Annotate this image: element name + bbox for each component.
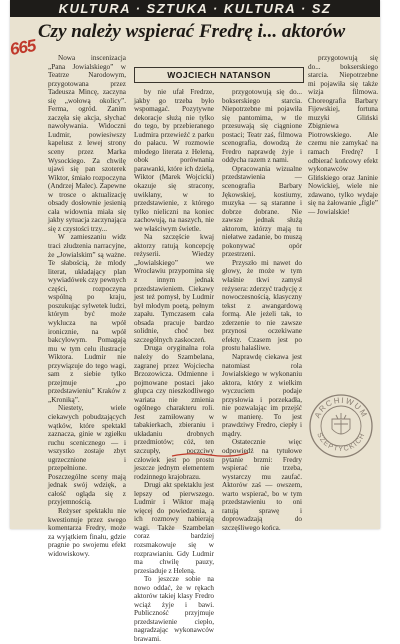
paragraph: przygotowują się do... bokserskiego starcia. Niepotrzebne mi pojawiła się także wizja filmowa. Choreografia Barbary Fijewskiej, fortuna muzyki Gliński Zbigniewa Piotrowskiego. Ale czemu nie zamykać na ramach Fredrę? I odbierać końcowy efekt wykonawców Glińskiego oraz Janinie Nowickiej, wiele nie zdawano, tylko wydaje się na żałowanie „figle” — Jowialskie! — [308, 54, 378, 216]
paragraph: Opracowania wizualne przedstawienia — scenografia Barbary Jękowskiej, kostiumy, muzyka — są staranne i dobrze dobrane. Nie zawsze jednak służą aktorom, którzy mają tu niełatwe zadanie, bo muszą pokonywać opór przestrzeni. — [222, 164, 302, 259]
paragraph: Na szczęście kwaj aktorzy ratują koncepcję reżyserii. Wiedzy „Jowialskiego” we Wrocławiu przypomina się z innym jednak przedstawieniem. Ciekawy jest też pomysł, by Ludmir był młodym poetą, pełnym zapału. Tymczasem cała obsada pracuje bardzo solidnie, choć bez szczególnych zaskoczeń. — [134, 233, 214, 344]
article-column-1 — [48, 54, 126, 558]
article-column-4 — [308, 54, 378, 216]
paragraph: Drugi akt spektaklu jest lepszy od pierwszego. Ludmir i Wiktor mają więcej do powiedzenia, a ich rozmowy nabierają wagi. Także Szambelan coraz bardziej rozsmakowuje się w rozprawianiu. Gdy Ludmir ma chwilę pauzy, przesiaduje z Heleną. — [134, 481, 214, 575]
svg-text:ARCHIWUM: ARCHIWUM — [312, 395, 370, 420]
section-banner: KULTURA · SZTUKA · KULTURA · SZ — [10, 0, 380, 17]
paragraph: W zamieszaniu widz traci złudzenia narracyjne, że „Jowialskim” są ważne. Te słabością, że mlody literat, układający plan wywiadówek czy pewnych części, rozpoczyna wspólną po kraju, poszukując sylwetek ludzi, którym być może wyklucza na wpół ironicznie, na wpół bakcylowym. Pomagają mu w tym celu ilustracje Wiktora. Ludmir nie przywiązuje do tego wagi, sam z siebie tylko przejmuje „po przedstawieniu” Kraków z „Kroniką”. — [48, 233, 126, 404]
paragraph: przygotowują się do... bokserskiego starcia. Niepotrzebne mi pojawiła się pantomima, w tle przesuwają się ciągnione postaci; Teatr zaś, filmowa scenografia, dowodzą że Fredro naprawdę żyje i oddycha razem z nami. — [222, 88, 302, 165]
pen-underline-mark — [170, 446, 250, 462]
article-headline: Czy należy wspierać Fredrę i... aktorów — [38, 21, 346, 42]
paragraph: by nie ufał Fredrze, jakby go trzeba było wspomagać. Pozytywne dekoracje służą nie tylko do tego, by przebieranego Ludmira przewieźć z parku do pałacu. W rozmowie młodego literata z Heleną, obok porównania parawanki, które ich dzielą, Wiktor (Marek Wojcicki) okazuje się stracony, uwikłany, w to przedstawienie, z którego tylko nieliczni na koniec zachowują, na naszych, nie we właściwym świetle. — [134, 88, 214, 233]
paragraph: Reżyser spektaklu nie kwestionuje przez swego komentarza Fredry, może za wyjątkiem finału, gdzie pragnie po swojemu efekt widowiskowy. — [48, 506, 126, 558]
paragraph: Przyszło mi nawet do głowy, że może w tym właśnie tkwi zamysł reżysera: zderzyć tradycję z nowoczesnością, klasyczny tekst z awangardową formą. Ale jeżeli tak, to zderzenie to nie zawsze przynosi oczekiwane efekty. Czasem jest po prostu hałaśliwe. — [222, 258, 303, 353]
paragraph: Ostatecznie więc odpowiedź na tytułowe pytanie brzmi: Fredry wspierać nie trzeba, wystarczy mu zaufać. Aktorów zaś — owszem, warto wspierać, bo w tym przedstawieniu to oni ratują sprawę i doprowadzają do szczęśliwego końca. — [222, 438, 302, 532]
paragraph: Druga oryginalna rola należy do Szambelana, zagranej przez Wojciecha Brzozowicza. Odmienne i pojmowane postaci jako głupca czy nieszkodliwego wariata nie zmienia ogólnego charakteru roli. Jest zamiłowany w tabakierkach, zbieraniu i układaniu drobnych przedmiotów; cóż, ten szczupły, poczciwy człowiek jest po prostu jeszcze jednym elementem rodzinnego krajobrazu. — [134, 344, 214, 481]
author-byline: WOJCIECH NATANSON — [134, 67, 304, 83]
paragraph: Naprawdę ciekawa jest natomiast rola Jowialskiego w wykonaniu aktora, który z wielkim wyczuciem podaje przysłowia i porzekadła, nie pozwalając im przejść w manierę. To jest prawdziwy Fredro, ciepły i mądry. — [222, 352, 302, 438]
paragraph: Niestety, wiele ciekawych pobudzających wątków, które spektakl zaznacza, ginie w zgiełku ruchu scenicznego — i wszystko zostaje zbyt ugrzecznione i przepełnione. Poszczególne sceny mają jednak swój wdzięk, a całość ogląda się z przyjemnością. — [48, 404, 126, 507]
paragraph: To jeszcze sobie na nowo oddać, że w rękach aktorów takiej klasy Fredro wciąż żyje i bawi. Publiczność przyjmuje przedstawienie ciepło, nagradzając wykonawców brawami. — [134, 575, 214, 643]
paragraph: Nowa inscenizacja „Pana Jowialskiego” w Teatrze Narodowym, przygotowana przez Tadeusza Mincę, zaczyna się „wołową okolicy”. Ferma, ogród. Zanim zaczęła się akcja, słychać nawoływania. Widoczni Ludmir, powiesiwszy kapelusz z lewej strony sceny przez Marka Wysockiego. Za chwilę ujawi się pan szoterek Wiktor, śmiało rozpoczyna (Andrzej Malec). Zapewne w trosce o aktualizację obsady dosłownie jesienią cała widownia miała się jakby sytuacja zaczynająca się z czystości trzy... — [48, 54, 126, 233]
svg-text:SZEPTYCKICH: SZEPTYCKICH — [315, 431, 367, 454]
archive-number: 665 — [8, 35, 37, 60]
archive-stamp-icon — [308, 393, 374, 459]
